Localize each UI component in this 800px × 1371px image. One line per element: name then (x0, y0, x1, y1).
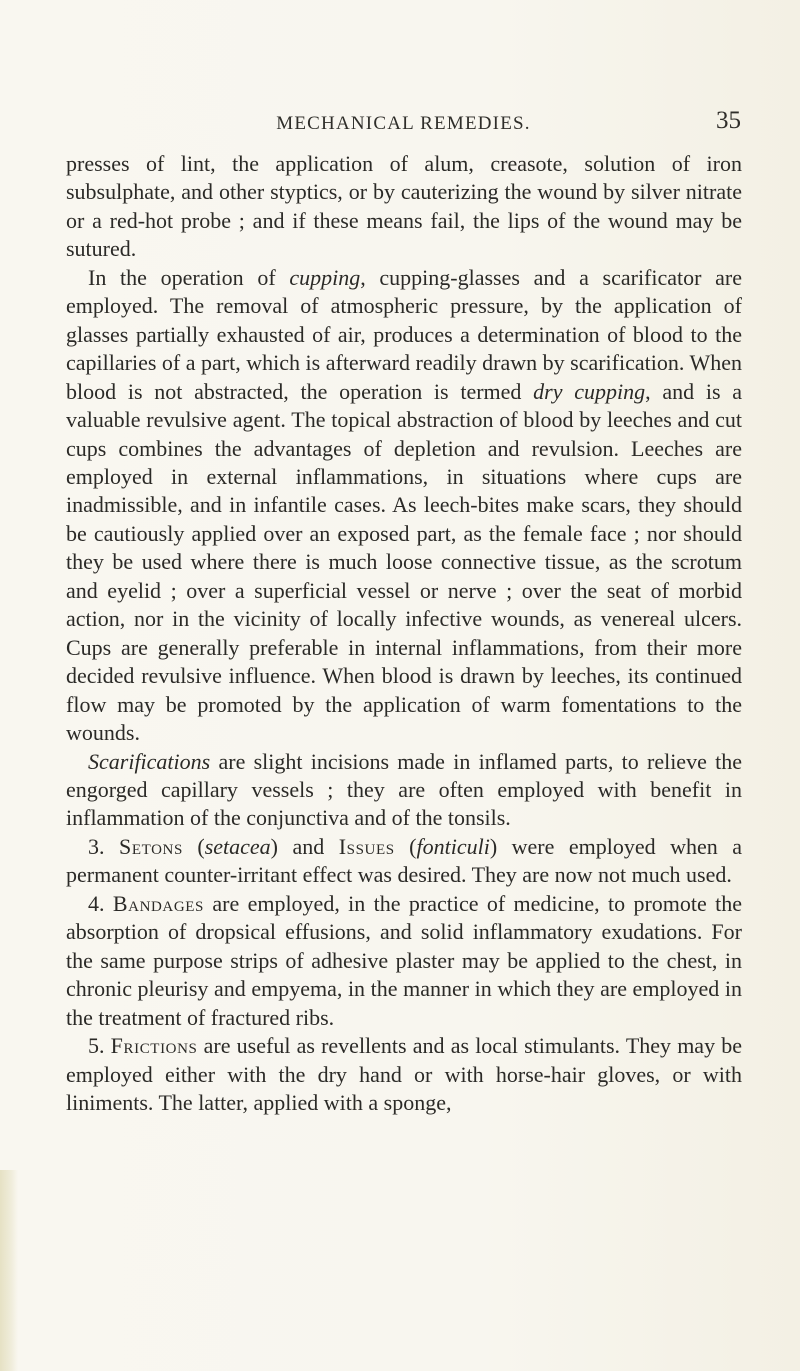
paragraph-text: are employed, in the practice of medicine, to promote the absorption of dropsical effusions, and solid inflammatory exudations. For the same purpose strips of adhesive plaster may be applied to the chest, in chronic pleurisy and empyema, in the manner in which they are employed in the treatment of fractured ribs. (66, 890, 742, 1030)
paragraph-text: , and is a valuable revulsive agent. The topical abstraction of blood by leeches and cut cups combines the advantages of depletion and revulsion. Leeches are employed in external inflammations, in situations where cups are inadmissible, and in infantile cases. As leech-bites make scars, they should be cautiously applied over an exposed part, as the female face ; nor should they be used where there is much loose connective tissue, as the scrotum and eyelid ; over a superficial vessel or nerve ; over the seat of morbid action, nor in the vicinity of locally infective wounds, as venereal ulcers. Cups are generally preferable in internal inflammations, from their more decided revulsive influence. When blood is drawn by leeches, its continued flow may be promoted by the application of warm fomentations to the wounds. (66, 378, 742, 746)
small-caps-term: Bandages (112, 890, 205, 916)
paragraph-scarifications (66, 748, 742, 833)
paragraph-continuation (66, 150, 742, 264)
page-edge-shadow (0, 1170, 18, 1371)
body-text (66, 150, 742, 1117)
paragraph-text: are useful as revellents and as local stimulants. They may be employed either with the dry hand or with horse-hair gloves, or with liniments. The latter, applied with a sponge, (66, 1033, 742, 1115)
paragraph-text: In the operation of (88, 264, 290, 290)
paragraph-text: ) and (270, 833, 339, 859)
small-caps-term: Setons (118, 833, 183, 859)
section-number: 3. (88, 833, 119, 859)
section-number: 5. (88, 1033, 111, 1059)
paragraph-text: are slight incisions made in inflamed parts, to relieve the engorged capillary vessels ; they are often employed with benefit in inflammation of the conjunctiva and of the tonsils. (66, 748, 742, 831)
small-caps-term: Frictions (110, 1033, 198, 1059)
small-caps-term: Issues (338, 833, 395, 859)
page-number: 35 (716, 107, 741, 134)
paragraph-text: ) were employed when a permanent counter-irritant effect was desired. They are now not much used. (66, 833, 742, 888)
paragraph-text: , cupping-glasses and a scarificator are employed. The removal of atmospheric pressure, by the application of glasses partially exhausted of air, produces a determination of blood to the capillaries of a part, which is afterward readily drawn by scarification. When blood is not abstracted, the operation is termed (66, 264, 742, 404)
running-head: MECHANICAL REMEDIES. (276, 113, 531, 134)
italic-term: setacea (204, 833, 271, 859)
italic-term: dry cupping (533, 378, 646, 404)
paragraph-frictions (66, 1032, 742, 1117)
italic-term: Scarifications (88, 748, 211, 774)
italic-term: fonticuli (416, 833, 490, 859)
page-header (66, 107, 741, 139)
italic-term: cupping (289, 264, 361, 290)
paragraph-text: ( (394, 833, 417, 859)
section-number: 4. (88, 890, 113, 916)
paragraph-cupping (66, 264, 742, 748)
paragraph-text: ( (182, 833, 205, 859)
paragraph-setons (66, 833, 742, 890)
paragraph-bandages (66, 890, 742, 1032)
paragraph-text: presses of lint, the application of alum, creasote, solution of iron subsulphate, and other styptics, or by cauterizing the wound by silver nitrate or a red-hot probe ; and if these means fail, the lips of the wound may be sutured. (66, 151, 742, 262)
